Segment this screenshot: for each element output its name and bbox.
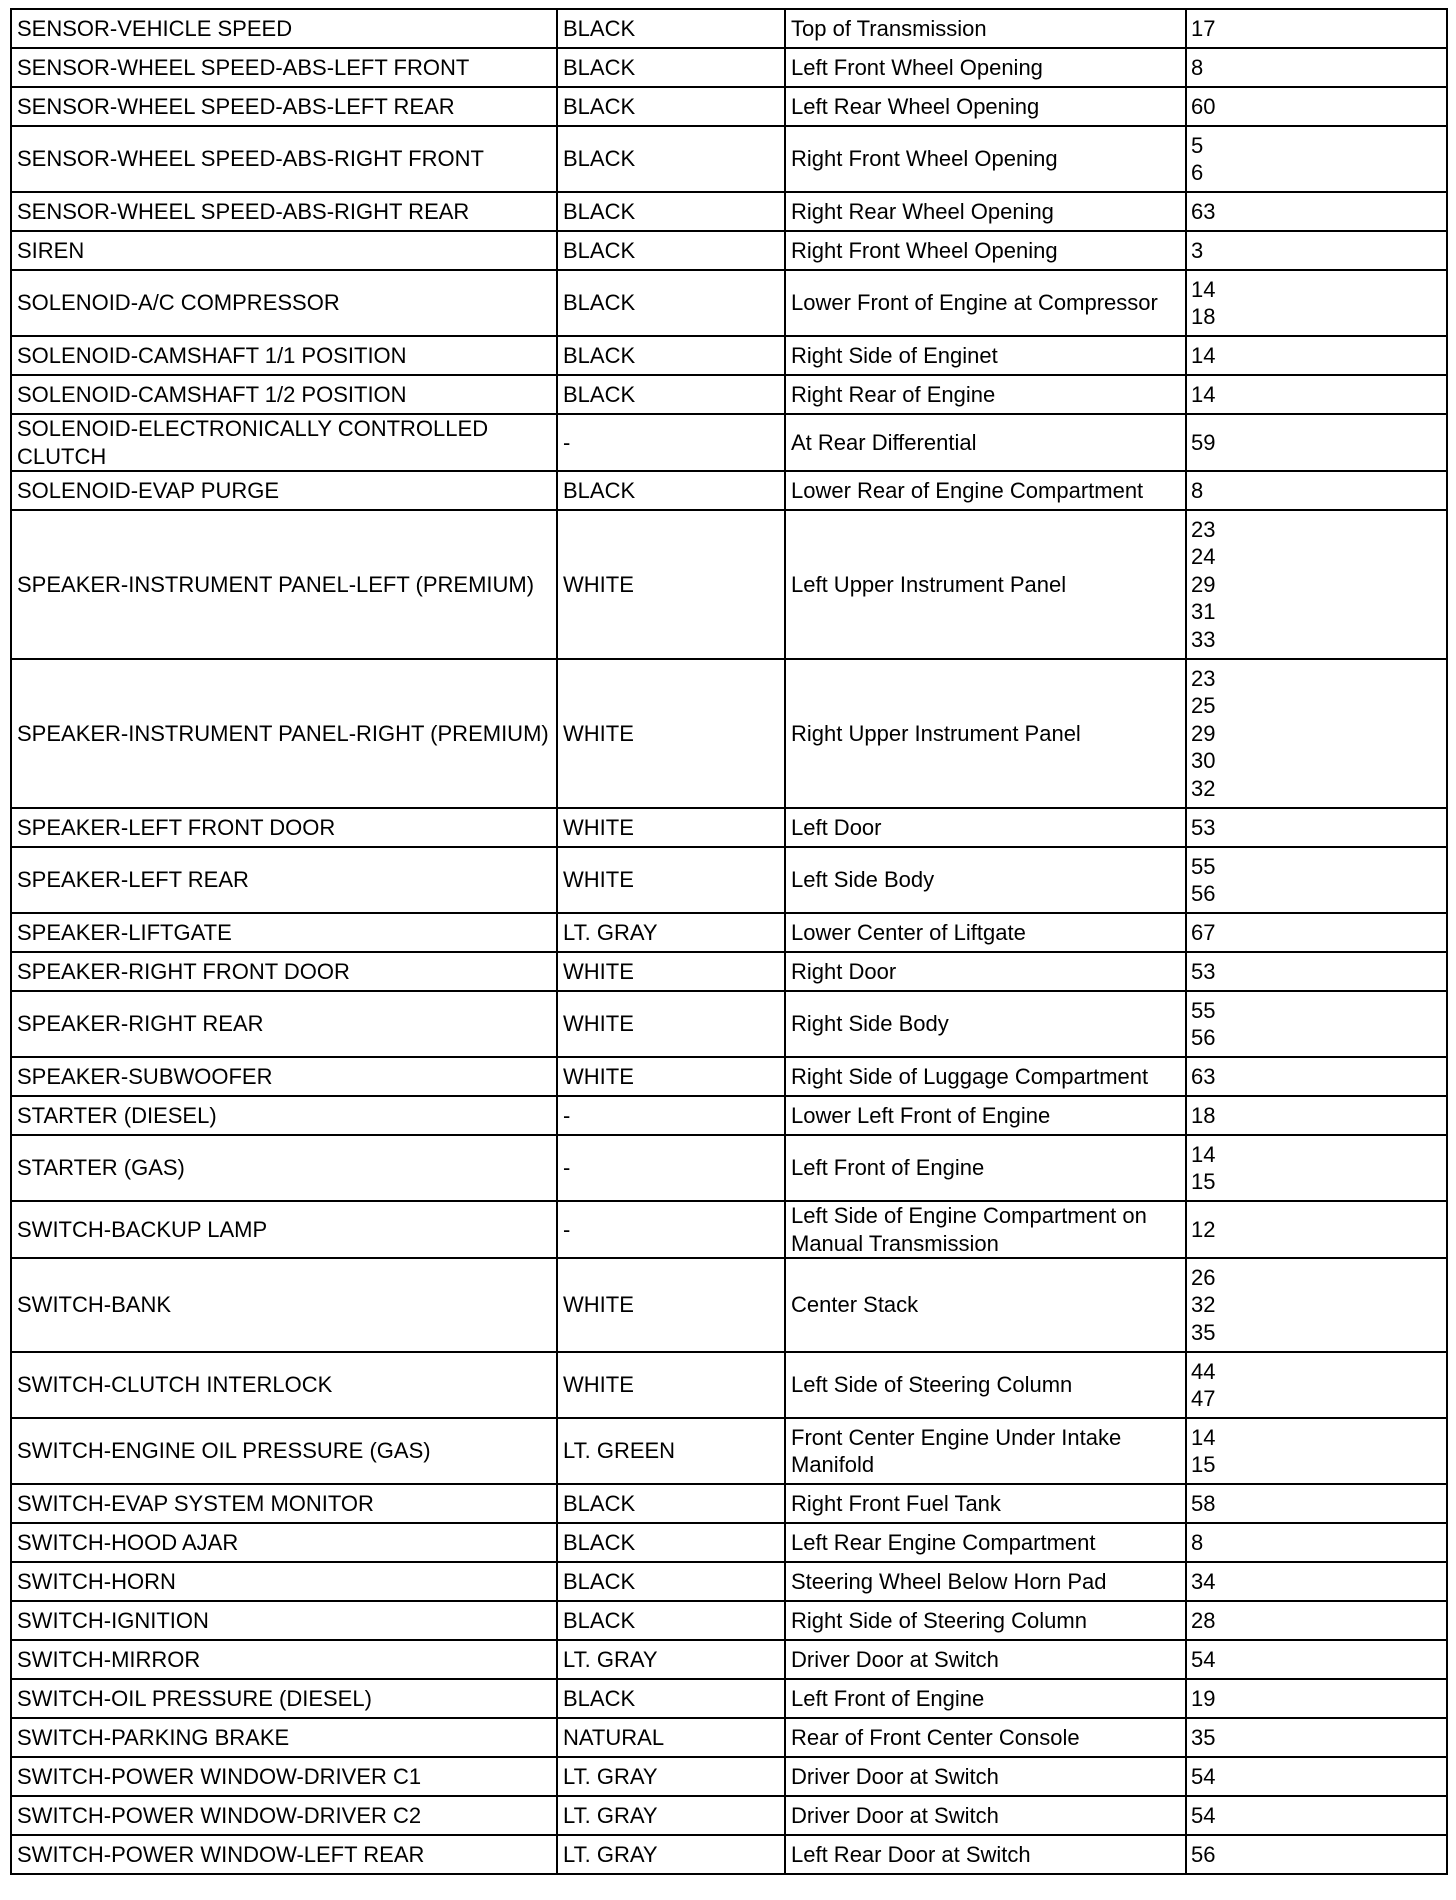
connector-color-cell: WHITE [557, 1057, 785, 1096]
table-row [11, 952, 1447, 991]
table-row [11, 1523, 1447, 1562]
figure-number: 32 [1191, 775, 1216, 801]
figure-number: 56 [1191, 881, 1216, 906]
figure-number: 47 [1191, 1386, 1216, 1411]
location-cell: Left Side of Engine Compartment on Manual Transmission [785, 1201, 1186, 1258]
figure-numbers-cell [1186, 9, 1447, 48]
component-name-cell: SWITCH-HORN [11, 1562, 557, 1601]
figure-numbers-cell [1186, 952, 1447, 991]
connector-color-cell: LT. GRAY [557, 913, 785, 952]
location-cell: Driver Door at Switch [785, 1757, 1186, 1796]
figure-numbers-cell [1186, 847, 1447, 913]
location-cell: Driver Door at Switch [785, 1640, 1186, 1679]
table-row [11, 808, 1447, 847]
component-name-cell: SOLENOID-EVAP PURGE [11, 471, 557, 510]
figure-numbers-cell [1186, 1796, 1447, 1835]
figure-number: 14 [1191, 342, 1216, 368]
location-cell: Left Rear Wheel Opening [785, 87, 1186, 126]
figure-number: 29 [1191, 571, 1216, 597]
figure-number: 8 [1191, 1529, 1204, 1555]
figure-number: 54 [1191, 1802, 1216, 1828]
connector-color-cell: WHITE [557, 510, 785, 659]
table-row [11, 414, 1447, 471]
figure-number: 60 [1191, 93, 1216, 119]
figure-numbers-cell [1186, 1757, 1447, 1796]
figure-number: 32 [1191, 1292, 1216, 1318]
figure-numbers-cell [1186, 1201, 1447, 1258]
table-row [11, 87, 1447, 126]
connector-color-cell: - [557, 1201, 785, 1258]
component-name-cell: SWITCH-POWER WINDOW-DRIVER C2 [11, 1796, 557, 1835]
table-row [11, 471, 1447, 510]
figure-numbers-cell [1186, 808, 1447, 847]
figure-numbers-cell [1186, 270, 1447, 336]
table-row [11, 1601, 1447, 1640]
location-cell: Left Rear Engine Compartment [785, 1523, 1186, 1562]
figure-number: 24 [1191, 544, 1216, 570]
component-name-cell: SPEAKER-SUBWOOFER [11, 1057, 557, 1096]
figure-number: 14 [1191, 1424, 1216, 1450]
component-name-cell: SPEAKER-INSTRUMENT PANEL-LEFT (PREMIUM) [11, 510, 557, 659]
location-cell: Lower Front of Engine at Compressor [785, 270, 1186, 336]
table-row [11, 1796, 1447, 1835]
component-name-cell: SOLENOID-ELECTRONICALLY CONTROLLED CLUTCH [11, 414, 557, 471]
component-name-cell: SPEAKER-RIGHT REAR [11, 991, 557, 1057]
component-name-cell: SWITCH-IGNITION [11, 1601, 557, 1640]
figure-number: 19 [1191, 1685, 1216, 1711]
location-cell: Lower Rear of Engine Compartment [785, 471, 1186, 510]
figure-numbers-cell [1186, 1523, 1447, 1562]
figure-number: 67 [1191, 919, 1216, 945]
figure-number: 35 [1191, 1319, 1216, 1345]
connector-color-cell: LT. GRAY [557, 1796, 785, 1835]
table-row [11, 659, 1447, 808]
figure-number: 8 [1191, 477, 1204, 503]
location-cell: Driver Door at Switch [785, 1796, 1186, 1835]
figure-number: 34 [1191, 1568, 1216, 1594]
component-name-cell: SWITCH-BANK [11, 1258, 557, 1352]
connector-color-cell: BLACK [557, 192, 785, 231]
figure-number: 30 [1191, 748, 1216, 774]
table-row [11, 336, 1447, 375]
figure-number: 5 [1191, 132, 1204, 158]
location-cell: Right Upper Instrument Panel [785, 659, 1186, 808]
connector-color-cell: BLACK [557, 126, 785, 192]
component-name-cell: SOLENOID-CAMSHAFT 1/1 POSITION [11, 336, 557, 375]
component-name-cell: SWITCH-POWER WINDOW-LEFT REAR [11, 1835, 557, 1874]
figure-numbers-cell [1186, 87, 1447, 126]
connector-locator-sheet [10, 8, 1446, 1875]
table-row [11, 375, 1447, 414]
component-name-cell: SENSOR-WHEEL SPEED-ABS-LEFT REAR [11, 87, 557, 126]
location-cell: Right Front Wheel Opening [785, 126, 1186, 192]
figure-number: 29 [1191, 720, 1216, 746]
component-name-cell: SPEAKER-INSTRUMENT PANEL-RIGHT (PREMIUM) [11, 659, 557, 808]
figure-number: 6 [1191, 160, 1204, 185]
figure-numbers-cell [1186, 192, 1447, 231]
connector-color-cell: BLACK [557, 270, 785, 336]
connector-color-cell: - [557, 1096, 785, 1135]
figure-number: 17 [1191, 15, 1216, 41]
table-row [11, 913, 1447, 952]
component-name-cell: SPEAKER-LEFT REAR [11, 847, 557, 913]
figure-number: 55 [1191, 853, 1216, 879]
connector-color-cell: - [557, 414, 785, 471]
figure-number: 18 [1191, 1102, 1216, 1128]
location-cell: Right Rear of Engine [785, 375, 1186, 414]
location-cell: Right Front Fuel Tank [785, 1484, 1186, 1523]
table-row [11, 192, 1447, 231]
table-row [11, 1679, 1447, 1718]
figure-number: 54 [1191, 1763, 1216, 1789]
figure-number: 15 [1191, 1169, 1216, 1194]
figure-numbers-cell [1186, 48, 1447, 87]
figure-numbers-cell [1186, 913, 1447, 952]
figure-numbers-cell [1186, 1258, 1447, 1352]
table-row [11, 847, 1447, 913]
table-row [11, 1352, 1447, 1418]
connector-color-cell: BLACK [557, 471, 785, 510]
component-name-cell: SWITCH-PARKING BRAKE [11, 1718, 557, 1757]
location-cell: Left Door [785, 808, 1186, 847]
figure-number: 8 [1191, 54, 1204, 80]
figure-numbers-cell [1186, 231, 1447, 270]
connector-color-cell: BLACK [557, 375, 785, 414]
component-name-cell: SOLENOID-A/C COMPRESSOR [11, 270, 557, 336]
location-cell: At Rear Differential [785, 414, 1186, 471]
figure-number: 59 [1191, 429, 1216, 455]
component-name-cell: SENSOR-VEHICLE SPEED [11, 9, 557, 48]
component-name-cell: SWITCH-CLUTCH INTERLOCK [11, 1352, 557, 1418]
connector-color-cell: LT. GRAY [557, 1757, 785, 1796]
connector-table-body [11, 9, 1447, 1874]
location-cell: Rear of Front Center Console [785, 1718, 1186, 1757]
connector-table [10, 8, 1448, 1875]
connector-color-cell: BLACK [557, 231, 785, 270]
location-cell: Left Front of Engine [785, 1135, 1186, 1201]
table-row [11, 1057, 1447, 1096]
location-cell: Right Side of Steering Column [785, 1601, 1186, 1640]
location-cell: Left Side Body [785, 847, 1186, 913]
figure-number: 23 [1191, 665, 1216, 691]
component-name-cell: SENSOR-WHEEL SPEED-ABS-RIGHT REAR [11, 192, 557, 231]
table-row [11, 270, 1447, 336]
table-row [11, 510, 1447, 659]
component-name-cell: SWITCH-OIL PRESSURE (DIESEL) [11, 1679, 557, 1718]
component-name-cell: SPEAKER-LEFT FRONT DOOR [11, 808, 557, 847]
component-name-cell: SOLENOID-CAMSHAFT 1/2 POSITION [11, 375, 557, 414]
connector-color-cell: WHITE [557, 991, 785, 1057]
location-cell: Right Rear Wheel Opening [785, 192, 1186, 231]
connector-color-cell: WHITE [557, 808, 785, 847]
connector-color-cell: BLACK [557, 336, 785, 375]
component-name-cell: SENSOR-WHEEL SPEED-ABS-LEFT FRONT [11, 48, 557, 87]
figure-number: 35 [1191, 1724, 1216, 1750]
connector-color-cell: BLACK [557, 1562, 785, 1601]
connector-color-cell: NATURAL [557, 1718, 785, 1757]
figure-numbers-cell [1186, 1057, 1447, 1096]
location-cell: Right Door [785, 952, 1186, 991]
figure-number: 54 [1191, 1646, 1216, 1672]
location-cell: Right Side of Luggage Compartment [785, 1057, 1186, 1096]
figure-number: 28 [1191, 1607, 1216, 1633]
table-row [11, 9, 1447, 48]
figure-numbers-cell [1186, 1484, 1447, 1523]
component-name-cell: SPEAKER-LIFTGATE [11, 913, 557, 952]
table-row [11, 126, 1447, 192]
figure-numbers-cell [1186, 1640, 1447, 1679]
figure-numbers-cell [1186, 375, 1447, 414]
figure-numbers-cell [1186, 1135, 1447, 1201]
connector-color-cell: BLACK [557, 1601, 785, 1640]
figure-number: 3 [1191, 237, 1204, 263]
connector-color-cell: BLACK [557, 87, 785, 126]
table-row [11, 231, 1447, 270]
location-cell: Left Front of Engine [785, 1679, 1186, 1718]
figure-number: 12 [1191, 1216, 1216, 1242]
figure-numbers-cell [1186, 126, 1447, 192]
component-name-cell: SWITCH-HOOD AJAR [11, 1523, 557, 1562]
table-row [11, 1757, 1447, 1796]
location-cell: Center Stack [785, 1258, 1186, 1352]
location-cell: Left Side of Steering Column [785, 1352, 1186, 1418]
figure-number: 14 [1191, 276, 1216, 302]
connector-color-cell: WHITE [557, 659, 785, 808]
connector-color-cell: - [557, 1135, 785, 1201]
table-row [11, 1640, 1447, 1679]
table-row [11, 1135, 1447, 1201]
figure-numbers-cell [1186, 991, 1447, 1057]
table-row [11, 1418, 1447, 1484]
table-row [11, 1096, 1447, 1135]
connector-color-cell: BLACK [557, 48, 785, 87]
connector-color-cell: BLACK [557, 1523, 785, 1562]
figure-numbers-cell [1186, 1601, 1447, 1640]
location-cell: Left Rear Door at Switch [785, 1835, 1186, 1874]
figure-numbers-cell [1186, 1418, 1447, 1484]
location-cell: Right Side Body [785, 991, 1186, 1057]
location-cell: Left Upper Instrument Panel [785, 510, 1186, 659]
component-name-cell: STARTER (GAS) [11, 1135, 557, 1201]
figure-number: 56 [1191, 1841, 1216, 1867]
figure-number: 63 [1191, 1063, 1216, 1089]
figure-numbers-cell [1186, 1096, 1447, 1135]
location-cell: Lower Left Front of Engine [785, 1096, 1186, 1135]
component-name-cell: SWITCH-EVAP SYSTEM MONITOR [11, 1484, 557, 1523]
figure-number: 63 [1191, 198, 1216, 224]
figure-numbers-cell [1186, 336, 1447, 375]
component-name-cell: STARTER (DIESEL) [11, 1096, 557, 1135]
connector-color-cell: WHITE [557, 952, 785, 991]
location-cell: Front Center Engine Under Intake Manifold [785, 1418, 1186, 1484]
figure-numbers-cell [1186, 471, 1447, 510]
figure-numbers-cell [1186, 1679, 1447, 1718]
figure-numbers-cell [1186, 510, 1447, 659]
figure-number: 58 [1191, 1490, 1216, 1516]
connector-color-cell: WHITE [557, 1258, 785, 1352]
table-row [11, 48, 1447, 87]
connector-color-cell: BLACK [557, 1679, 785, 1718]
figure-number: 31 [1191, 599, 1216, 625]
figure-numbers-cell [1186, 659, 1447, 808]
figure-numbers-cell [1186, 414, 1447, 471]
component-name-cell: SPEAKER-RIGHT FRONT DOOR [11, 952, 557, 991]
figure-number: 44 [1191, 1358, 1216, 1384]
figure-number: 26 [1191, 1264, 1216, 1290]
figure-number: 14 [1191, 1141, 1216, 1167]
figure-numbers-cell [1186, 1718, 1447, 1757]
connector-color-cell: WHITE [557, 847, 785, 913]
table-row [11, 1718, 1447, 1757]
table-row [11, 1258, 1447, 1352]
figure-number: 55 [1191, 997, 1216, 1023]
figure-number: 15 [1191, 1452, 1216, 1477]
figure-numbers-cell [1186, 1562, 1447, 1601]
component-name-cell: SWITCH-POWER WINDOW-DRIVER C1 [11, 1757, 557, 1796]
component-name-cell: SWITCH-ENGINE OIL PRESSURE (GAS) [11, 1418, 557, 1484]
location-cell: Steering Wheel Below Horn Pad [785, 1562, 1186, 1601]
component-name-cell: SWITCH-BACKUP LAMP [11, 1201, 557, 1258]
table-row [11, 1484, 1447, 1523]
table-row [11, 1201, 1447, 1258]
figure-number: 53 [1191, 814, 1216, 840]
figure-numbers-cell [1186, 1352, 1447, 1418]
component-name-cell: SWITCH-MIRROR [11, 1640, 557, 1679]
figure-number: 18 [1191, 304, 1216, 329]
connector-color-cell: BLACK [557, 9, 785, 48]
connector-color-cell: LT. GREEN [557, 1418, 785, 1484]
connector-color-cell: BLACK [557, 1484, 785, 1523]
table-row [11, 1562, 1447, 1601]
connector-color-cell: WHITE [557, 1352, 785, 1418]
figure-numbers-cell [1186, 1835, 1447, 1874]
figure-number: 53 [1191, 958, 1216, 984]
component-name-cell: SENSOR-WHEEL SPEED-ABS-RIGHT FRONT [11, 126, 557, 192]
table-row [11, 991, 1447, 1057]
connector-color-cell: LT. GRAY [557, 1835, 785, 1874]
connector-color-cell: LT. GRAY [557, 1640, 785, 1679]
figure-number: 14 [1191, 381, 1216, 407]
figure-number: 56 [1191, 1025, 1216, 1050]
location-cell: Right Side of Enginet [785, 336, 1186, 375]
location-cell: Lower Center of Liftgate [785, 913, 1186, 952]
figure-number: 33 [1191, 626, 1216, 652]
location-cell: Right Front Wheel Opening [785, 231, 1186, 270]
component-name-cell: SIREN [11, 231, 557, 270]
location-cell: Left Front Wheel Opening [785, 48, 1186, 87]
figure-number: 25 [1191, 693, 1216, 719]
table-row [11, 1835, 1447, 1874]
location-cell: Top of Transmission [785, 9, 1186, 48]
figure-number: 23 [1191, 516, 1216, 542]
